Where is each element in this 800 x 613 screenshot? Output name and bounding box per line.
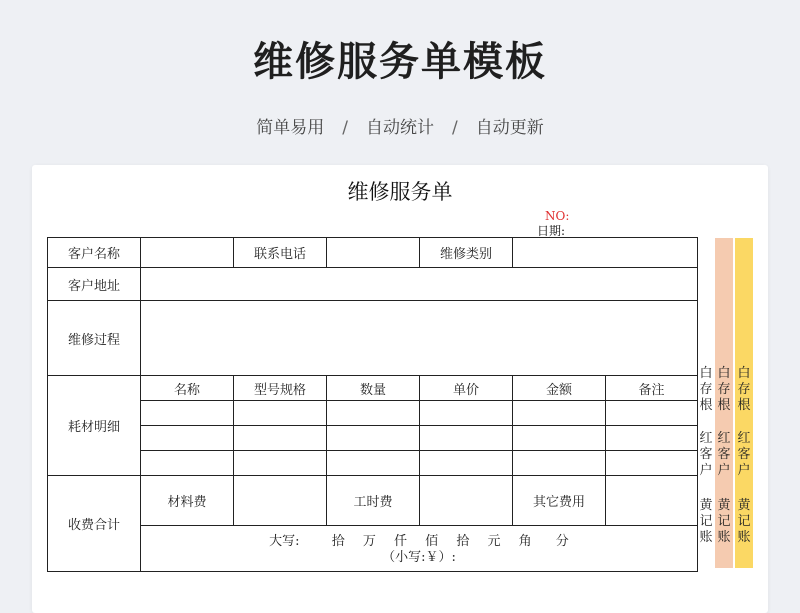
unit-char: 元 [487,533,501,549]
materials-label: 耗材明细 [48,376,141,476]
material-cell[interactable] [513,451,606,476]
copy-label-red: 红 客 户 [717,431,731,478]
col-header-name: 名称 [141,376,234,401]
other-fee-label: 其它费用 [513,476,606,526]
fees-label: 收费合计 [48,476,141,572]
phone-label: 联系电话 [234,238,327,268]
uppercase-label: 大写: [269,533,300,549]
form-sheet [32,165,768,613]
material-cell[interactable] [420,426,513,451]
copy-label-yellow: 黄 记 账 [717,498,731,545]
labor-fee-label: 工时费 [327,476,420,526]
unit-char: 角 [518,533,532,549]
copy-strip-red [715,238,733,568]
tagline [0,113,800,138]
material-cell[interactable] [141,401,234,426]
table-row [48,401,698,426]
material-fee-cell[interactable] [234,476,327,526]
copy-label-red: 红 客 户 [699,431,713,478]
material-cell[interactable] [327,426,420,451]
copy-label-yellow: 黄 记 账 [737,498,751,545]
copy-strip-yellow [735,238,753,568]
tag-separator: / [452,118,458,138]
material-cell[interactable] [141,426,234,451]
labor-fee-cell[interactable] [420,476,513,526]
unit-char: 万 [362,533,376,549]
table-row [48,451,698,476]
tag-easy: 简单易用 [256,118,325,138]
customer-name-label: 客户名称 [48,238,141,268]
copy-label-white: 白 存 根 [717,366,731,413]
unit-char: 拾 [331,533,345,549]
form-title: 维修服务单 [347,180,453,204]
col-header-amount: 金额 [513,376,606,401]
table-row [48,376,698,401]
repair-type-label: 维修类别 [420,238,513,268]
customer-name-cell[interactable] [141,238,234,268]
col-header-model: 型号规格 [234,376,327,401]
material-cell[interactable] [234,426,327,451]
col-header-remarks: 备注 [606,376,698,401]
serial-number-label: NO: [545,209,570,223]
material-cell[interactable] [606,451,698,476]
service-form-table [47,237,698,572]
unit-char: 仟 [394,533,408,549]
col-header-quantity: 数量 [327,376,420,401]
unit-char: 拾 [456,533,470,549]
date-label: 日期: [537,224,566,238]
material-cell[interactable] [420,401,513,426]
unit-char: 分 [555,533,569,549]
material-cell[interactable] [513,401,606,426]
fee-total-cell[interactable] [141,526,698,572]
material-cell[interactable] [234,451,327,476]
page-title: 维修服务单模板 [253,39,547,85]
material-cell[interactable] [513,426,606,451]
table-row [48,301,698,376]
phone-cell[interactable] [327,238,420,268]
repair-type-cell[interactable] [513,238,698,268]
tag-auto-update: 自动更新 [475,118,544,138]
repair-process-label: 维修过程 [48,301,141,376]
tag-auto-stats: 自动统计 [366,118,434,138]
material-cell[interactable] [141,451,234,476]
unit-char: 佰 [425,533,439,549]
material-cell[interactable] [327,451,420,476]
table-row [48,526,698,572]
material-cell[interactable] [606,401,698,426]
material-cell[interactable] [420,451,513,476]
material-fee-label: 材料费 [141,476,234,526]
customer-address-label: 客户地址 [48,268,141,301]
table-row [48,238,698,268]
copy-label-white: 白 存 根 [737,366,751,413]
customer-address-cell[interactable] [141,268,698,301]
table-row [48,476,698,526]
material-cell[interactable] [234,401,327,426]
uppercase-amount-line [141,534,697,550]
col-header-unit-price: 单价 [420,376,513,401]
tag-separator: / [342,118,348,138]
lowercase-amount-line: （小写:￥）: [382,549,456,565]
material-cell[interactable] [606,426,698,451]
other-fee-cell[interactable] [606,476,698,526]
copy-label-white: 白 存 根 [699,366,713,413]
copy-label-yellow: 黄 记 账 [699,498,713,545]
table-row [48,268,698,301]
copy-label-red: 红 客 户 [737,431,751,478]
table-row [48,426,698,451]
material-cell[interactable] [327,401,420,426]
copy-strip-plain [697,238,715,568]
repair-process-cell[interactable] [141,301,698,376]
